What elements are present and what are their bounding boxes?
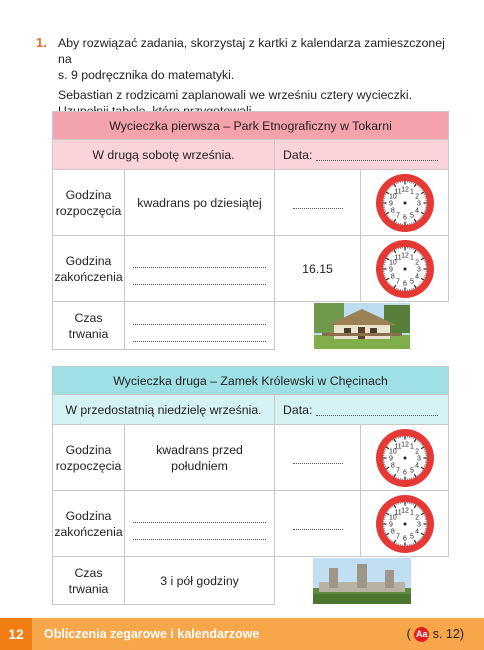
svg-text:8: 8 [390,207,395,214]
clock-icon[interactable] [375,239,435,299]
trip-table-1 [52,111,449,350]
svg-text:5: 5 [409,212,414,220]
svg-text:5: 5 [409,467,414,475]
svg-text:5: 5 [409,278,414,286]
svg-text:3: 3 [416,455,421,462]
end-clock-cell[interactable] [361,236,449,302]
end-clock-cell[interactable] [361,491,449,557]
trip-1-day: W drugą sobotę września. [53,140,275,170]
svg-text:12: 12 [400,252,409,259]
svg-text:8: 8 [390,528,395,535]
svg-text:3: 3 [416,266,421,273]
svg-text:2: 2 [414,448,419,455]
start-time-answer[interactable] [275,425,361,491]
svg-text:4: 4 [414,462,419,469]
svg-text:9: 9 [388,266,393,273]
task-text-1 [58,35,456,83]
svg-text:10: 10 [388,259,397,266]
date-label: Data: [283,147,313,162]
photo-cell [275,302,449,350]
svg-text:6: 6 [402,535,407,542]
clock-icon[interactable] [375,494,435,554]
start-clock-cell[interactable] [361,425,449,491]
svg-text:5: 5 [409,533,414,541]
task-number: 1. [36,35,47,50]
trip-1-title: Wycieczka pierwsza – Park Etnograficzny w Tokarni [53,112,449,140]
svg-text:2: 2 [414,514,419,521]
svg-text:11: 11 [393,442,402,450]
svg-text:12: 12 [400,507,409,514]
svg-text:3: 3 [416,521,421,528]
task-line-3: Sebastian z rodzicami zaplanowali we wrześniu cztery wycieczki. [58,88,413,102]
svg-text:10: 10 [388,514,397,521]
start-time-description: kwadrans przed południem [125,425,275,491]
svg-text:6: 6 [402,280,407,287]
chapter-title: Obliczenia zegarowe i kalendarzowe [44,627,260,641]
end-time-answer[interactable] [275,491,361,557]
svg-text:4: 4 [414,273,419,280]
trip-table-2 [52,366,449,605]
textbook-reference: ( Aa s. 12) [406,627,464,641]
svg-text:3: 3 [416,200,421,207]
svg-text:4: 4 [414,528,419,535]
photo-cell [275,557,449,605]
task-line-1: Aby rozwiązać zadania, skorzystaj z kartki z kalendarza zamieszczonej na [58,36,445,66]
svg-text:7: 7 [395,212,400,220]
end-time-answer-lines[interactable] [125,236,275,302]
svg-text:4: 4 [414,207,419,214]
svg-text:7: 7 [395,278,400,286]
page-number: 12 [0,618,32,650]
svg-text:1: 1 [409,508,414,516]
svg-text:6: 6 [402,469,407,476]
clock-icon[interactable] [375,173,435,233]
svg-text:10: 10 [388,448,397,455]
start-time-answer[interactable] [275,170,361,236]
svg-text:1: 1 [409,253,414,261]
start-clock-cell[interactable] [361,170,449,236]
svg-text:11: 11 [393,253,402,261]
svg-text:2: 2 [414,193,419,200]
start-time-label: Godzina rozpoczęcia [53,170,125,236]
svg-text:6: 6 [402,214,407,221]
end-time-label: Godzina zakończenia [53,491,125,557]
svg-text:11: 11 [393,508,402,516]
svg-text:1: 1 [409,187,414,195]
svg-text:9: 9 [388,200,393,207]
svg-text:10: 10 [388,193,397,200]
svg-text:12: 12 [400,441,409,448]
duration-answer-lines[interactable] [125,302,275,350]
trip-2-day: W przedostatnią niedzielę września. [53,395,275,425]
svg-text:2: 2 [414,259,419,266]
date-answer-line[interactable] [316,150,438,161]
svg-text:9: 9 [388,521,393,528]
svg-text:7: 7 [395,533,400,541]
duration-label: Czas trwania [53,557,125,605]
skansen-photo [314,303,410,349]
task-instructions [36,35,456,123]
svg-text:11: 11 [393,187,402,195]
duration-value: 3 i pół godziny [125,557,275,605]
trip-2-title: Wycieczka druga – Zamek Królewski w Chęcinach [53,367,449,395]
svg-text:7: 7 [395,467,400,475]
svg-text:1: 1 [409,442,414,450]
end-time-answer-lines[interactable] [125,491,275,557]
start-time-description: kwadrans po dziesiątej [125,170,275,236]
trip-2-date-cell[interactable] [275,395,449,425]
date-label: Data: [283,402,313,417]
clock-icon[interactable] [375,428,435,488]
task-line-2: s. 9 podręcznika do matematyki. [58,68,235,82]
end-time-value: 16.15 [275,236,361,302]
textbook-icon: Aa [414,627,429,642]
svg-text:9: 9 [388,455,393,462]
svg-text:8: 8 [390,273,395,280]
svg-text:8: 8 [390,462,395,469]
duration-label: Czas trwania [53,302,125,350]
start-time-label: Godzina rozpoczęcia [53,425,125,491]
trip-1-date-cell[interactable] [275,140,449,170]
page-footer [0,618,484,650]
svg-text:12: 12 [400,186,409,193]
castle-photo [313,558,411,604]
date-answer-line[interactable] [316,405,438,416]
end-time-label: Godzina zakończenia [53,236,125,302]
